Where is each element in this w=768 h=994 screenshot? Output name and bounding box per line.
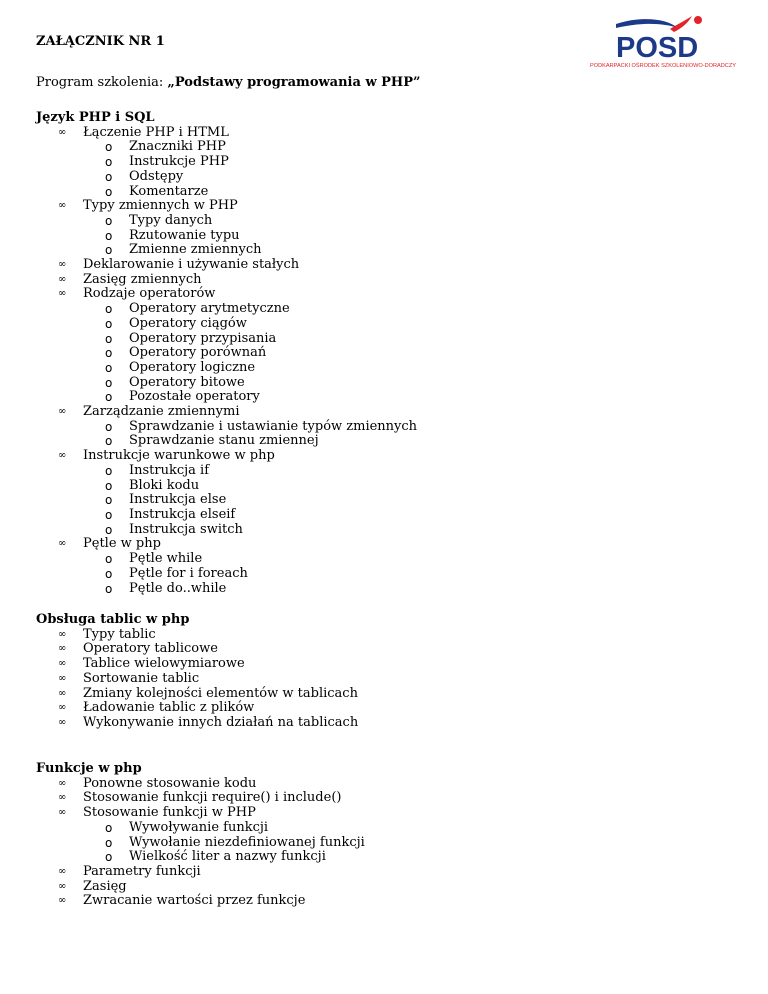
topic-label: Stosowanie funkcji require() i include() (83, 790, 342, 806)
subtopic-item (83, 390, 417, 405)
subtopic-item (83, 376, 417, 391)
subtopic-label: Operatory ciągów (129, 315, 247, 331)
subtopic-label: Pętle while (129, 551, 203, 567)
subtopic-item (83, 821, 365, 836)
circle-bullet-icon: o (105, 552, 113, 567)
subtopic-label: Komentarze (129, 183, 209, 199)
circle-bullet-icon: o (105, 390, 113, 405)
circle-bullet-icon: o (105, 507, 113, 522)
subtopic-label: Typy danych (129, 212, 213, 228)
topic-label: Ponowne stosowanie kodu (83, 775, 257, 791)
subtopic-label: Operatory przypisania (129, 330, 277, 346)
topic-item (36, 287, 417, 405)
subtopic-item (83, 185, 417, 200)
infinity-bullet-icon: ∞ (58, 200, 67, 212)
subtopic-item (83, 155, 417, 170)
infinity-bullet-icon: ∞ (58, 643, 67, 655)
subtopic-list (83, 552, 417, 596)
circle-bullet-icon: o (105, 169, 113, 184)
subtopic-item (83, 552, 417, 567)
infinity-bullet-icon: ∞ (58, 687, 67, 699)
subtopic-item (83, 214, 417, 229)
circle-bullet-icon: o (105, 243, 113, 258)
topic-label: Zasięg zmiennych (83, 271, 202, 287)
topic-list (36, 126, 417, 597)
topic-label: Stosowanie funkcji w PHP (83, 805, 256, 821)
topic-item (36, 880, 365, 895)
infinity-bullet-icon: ∞ (58, 288, 67, 300)
circle-bullet-icon: o (105, 316, 113, 331)
subtopic-label: Sprawdzanie i ustawianie typów zmiennych (129, 418, 418, 434)
section-title: Funkcje w php (36, 761, 142, 776)
infinity-bullet-icon: ∞ (58, 406, 67, 418)
program-prefix: Program szkolenia: (36, 75, 168, 90)
logo-wordmark: POSD (616, 32, 699, 64)
subtopic-item (83, 493, 417, 508)
subtopic-label: Odstępy (129, 168, 184, 184)
circle-bullet-icon: o (105, 478, 113, 493)
topic-item (36, 258, 417, 273)
topic-item (36, 657, 358, 672)
subtopic-label: Operatory logiczne (129, 359, 256, 375)
subtopic-item (83, 332, 417, 347)
subtopic-label: Zmienne zmiennych (129, 242, 262, 258)
subtopic-label: Instrukcje PHP (129, 154, 229, 170)
subtopic-label: Instrukcja elseif (129, 506, 236, 522)
topic-label: Zarządzanie zmiennymi (83, 404, 240, 420)
section-3 (36, 762, 365, 909)
topic-label: Łączenie PHP i HTML (83, 124, 229, 140)
circle-bullet-icon: o (105, 155, 113, 170)
infinity-bullet-icon: ∞ (58, 880, 67, 892)
topic-label: Operatory tablicowe (83, 641, 218, 657)
topic-label: Zasięg (83, 878, 127, 894)
logo-dot (694, 16, 702, 24)
topic-label: Deklarowanie i używanie stałych (83, 257, 300, 273)
circle-bullet-icon: o (105, 375, 113, 390)
subtopic-item (83, 523, 417, 538)
infinity-bullet-icon: ∞ (58, 895, 67, 907)
subtopic-item (83, 302, 417, 317)
topic-label: Tablice wielowymiarowe (83, 656, 245, 672)
circle-bullet-icon: o (105, 493, 113, 508)
topic-item (36, 537, 417, 596)
topic-label: Sortowanie tablic (83, 670, 200, 686)
subtopic-label: Sprawdzanie stanu zmiennej (129, 433, 319, 449)
subtopic-label: Operatory bitowe (129, 374, 245, 390)
subtopic-label: Pozostałe operatory (129, 389, 260, 405)
topic-item (36, 405, 417, 449)
program-line (36, 75, 420, 90)
infinity-bullet-icon: ∞ (58, 702, 67, 714)
infinity-bullet-icon: ∞ (58, 538, 67, 550)
infinity-bullet-icon: ∞ (58, 865, 67, 877)
topic-label: Rodzaje operatorów (83, 286, 216, 302)
logo-subtitle: PODKARPACKI OŚRODEK SZKOLENIOWO-DORADCZY (590, 63, 736, 69)
subtopic-item (83, 420, 417, 435)
topic-item (36, 716, 358, 731)
topic-item (36, 199, 417, 258)
subtopic-label: Wywołanie niezdefiniowanej funkcji (129, 834, 365, 850)
circle-bullet-icon: o (105, 302, 113, 317)
subtopic-label: Rzutowanie typu (129, 227, 240, 243)
topic-item (36, 777, 365, 792)
infinity-bullet-icon: ∞ (58, 628, 67, 640)
infinity-bullet-icon: ∞ (58, 672, 67, 684)
topic-item (36, 865, 365, 880)
circle-bullet-icon: o (105, 140, 113, 155)
subtopic-label: Instrukcja if (129, 462, 210, 478)
subtopic-label: Bloki kodu (129, 477, 200, 493)
circle-bullet-icon: o (105, 184, 113, 199)
subtopic-item (83, 850, 365, 865)
topic-label: Wykonywanie innych działań na tablicach (83, 714, 359, 730)
topic-item (36, 628, 358, 643)
logo-swoosh-red (670, 16, 692, 32)
topic-label: Parametry funkcji (83, 863, 201, 879)
subtopic-item (83, 361, 417, 376)
subtopic-label: Instrukcja else (129, 492, 227, 508)
topic-label: Ładowanie tablic z plików (83, 700, 255, 716)
topic-label: Typy tablic (83, 626, 156, 642)
subtopic-list (83, 214, 417, 258)
infinity-bullet-icon: ∞ (58, 777, 67, 789)
circle-bullet-icon: o (105, 346, 113, 361)
topic-label: Instrukcje warunkowe w php (83, 448, 275, 464)
circle-bullet-icon: o (105, 434, 113, 449)
topic-label: Zmiany kolejności elementów w tablicach (83, 685, 358, 701)
section-title: Język PHP i SQL (36, 110, 155, 125)
topic-item (36, 273, 417, 288)
subtopic-item (83, 346, 417, 361)
subtopic-list (83, 140, 417, 199)
infinity-bullet-icon: ∞ (58, 259, 67, 271)
section-title: Obsługa tablic w php (36, 612, 190, 627)
infinity-bullet-icon: ∞ (58, 792, 67, 804)
subtopic-label: Operatory porównań (129, 345, 267, 361)
posd-logo (586, 14, 738, 70)
subtopic-label: Instrukcja switch (129, 521, 243, 537)
section-2 (36, 613, 358, 731)
infinity-bullet-icon: ∞ (58, 716, 67, 728)
circle-bullet-icon: o (105, 331, 113, 346)
program-title: „Podstawy programowania w PHP” (167, 75, 421, 90)
infinity-bullet-icon: ∞ (58, 450, 67, 462)
subtopic-label: Znaczniki PHP (129, 139, 226, 155)
subtopic-item (83, 140, 417, 155)
circle-bullet-icon: o (105, 419, 113, 434)
subtopic-item (83, 170, 417, 185)
circle-bullet-icon: o (105, 835, 113, 850)
subtopic-item (83, 317, 417, 332)
subtopic-label: Operatory arytmetyczne (129, 301, 290, 317)
annex-heading: ZAŁĄCZNIK NR 1 (36, 34, 165, 49)
subtopic-label: Wywoływanie funkcji (129, 819, 269, 835)
infinity-bullet-icon: ∞ (58, 126, 67, 138)
circle-bullet-icon: o (105, 566, 113, 581)
subtopic-item (83, 567, 417, 582)
logo-swoosh-blue (616, 19, 678, 28)
subtopic-label: Wielkość liter a nazwy funkcji (129, 849, 326, 865)
subtopic-item (83, 582, 417, 597)
topic-label: Pętle w php (83, 536, 161, 552)
subtopic-item (83, 243, 417, 258)
subtopic-list (83, 464, 417, 538)
topic-label: Typy zmiennych w PHP (83, 198, 238, 214)
subtopic-item (83, 508, 417, 523)
topic-item (36, 791, 365, 806)
subtopic-item (83, 836, 365, 851)
topic-item (36, 701, 358, 716)
circle-bullet-icon: o (105, 522, 113, 537)
circle-bullet-icon: o (105, 820, 113, 835)
subtopic-list (83, 302, 417, 405)
circle-bullet-icon: o (105, 581, 113, 596)
topic-item (36, 672, 358, 687)
posd-logo-graphic (586, 14, 738, 70)
circle-bullet-icon: o (105, 850, 113, 865)
topic-item (36, 806, 365, 865)
circle-bullet-icon: o (105, 463, 113, 478)
circle-bullet-icon: o (105, 228, 113, 243)
topic-label: Zwracanie wartości przez funkcje (83, 893, 306, 909)
section-1 (36, 111, 417, 596)
infinity-bullet-icon: ∞ (58, 658, 67, 670)
subtopic-list (83, 420, 417, 449)
subtopic-item (83, 479, 417, 494)
infinity-bullet-icon: ∞ (58, 273, 67, 285)
circle-bullet-icon: o (105, 360, 113, 375)
topic-item (36, 449, 417, 537)
subtopic-item (83, 464, 417, 479)
subtopic-label: Pętle for i foreach (129, 565, 248, 581)
subtopic-label: Pętle do..while (129, 580, 227, 596)
infinity-bullet-icon: ∞ (58, 807, 67, 819)
topic-item (36, 687, 358, 702)
topic-item (36, 642, 358, 657)
subtopic-item (83, 434, 417, 449)
subtopic-item (83, 229, 417, 244)
topic-item (36, 126, 417, 200)
topic-list (36, 628, 358, 731)
topic-list (36, 777, 365, 909)
subtopic-list (83, 821, 365, 865)
circle-bullet-icon: o (105, 213, 113, 228)
topic-item (36, 894, 365, 909)
